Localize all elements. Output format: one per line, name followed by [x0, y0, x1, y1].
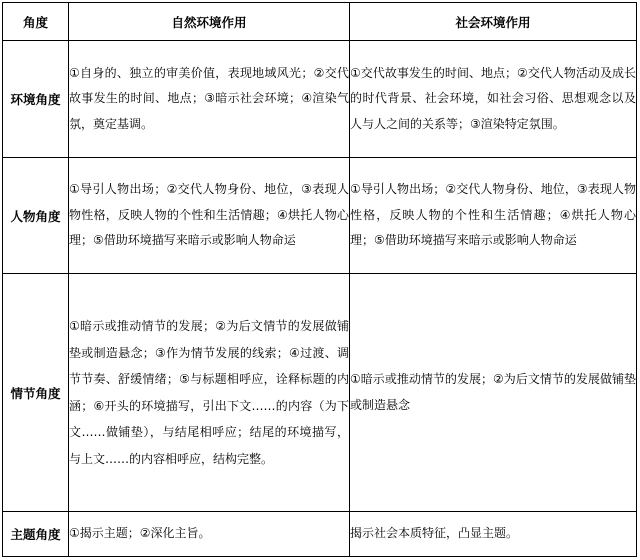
table-row-character — [3, 158, 637, 274]
environment-function-table — [2, 2, 637, 557]
table-header-row — [3, 3, 637, 41]
natural-environment-cell: ①自身的、独立的审美价值，表现地域风光；②交代故事发生的时间、地点；③暗示社会环境；④渲染气氛，奠定基调。 — [69, 41, 350, 158]
natural-environment-cell: ①暗示或推动情节的发展；②为后文情节的发展做铺垫或制造悬念；③作为情节发展的线索；④过渡、调节节奏、舒缓情绪；⑤与标题相呼应，诠释标题的内涵；⑥开头的环境描写，引出下文……的内容（为下文……做铺垫），与结尾相呼应；结尾的环境描写，与上文……的内容相呼应，结构完整。 — [69, 274, 350, 512]
header-angle: 角度 — [3, 3, 69, 41]
natural-environment-cell: ①揭示主题；②深化主旨。 — [69, 512, 350, 557]
row-angle-label: 人物角度 — [3, 158, 69, 274]
row-angle-label: 情节角度 — [3, 274, 69, 512]
header-natural-environment: 自然环境作用 — [69, 3, 350, 41]
social-environment-cell: ①暗示或推动情节的发展；②为后文情节的发展做铺垫或制造悬念 — [350, 274, 637, 512]
table-row-environment — [3, 41, 637, 158]
social-environment-cell: 揭示社会本质特征，凸显主题。 — [350, 512, 637, 557]
natural-environment-cell: ①导引人物出场；②交代人物身份、地位，③表现人物性格，反映人物的个性和生活情趣；④烘托人物心理；⑤借助环境描写来暗示或影响人物命运 — [69, 158, 350, 274]
social-environment-cell: ①交代故事发生的时间、地点；②交代人物活动及成长的时代背景、社会环境，如社会习俗、思想观念以及人与人之间的关系等；③渲染特定氛围。 — [350, 41, 637, 158]
table-row-theme — [3, 512, 637, 557]
social-environment-cell: ①导引人物出场；②交代人物身份、地位，③表现人物性格，反映人物的个性和生活情趣；④烘托人物心理；⑤借助环境描写来暗示或影响人物命运 — [350, 158, 637, 274]
row-angle-label: 主题角度 — [3, 512, 69, 557]
header-social-environment: 社会环境作用 — [350, 3, 637, 41]
row-angle-label: 环境角度 — [3, 41, 69, 158]
table-row-plot — [3, 274, 637, 512]
